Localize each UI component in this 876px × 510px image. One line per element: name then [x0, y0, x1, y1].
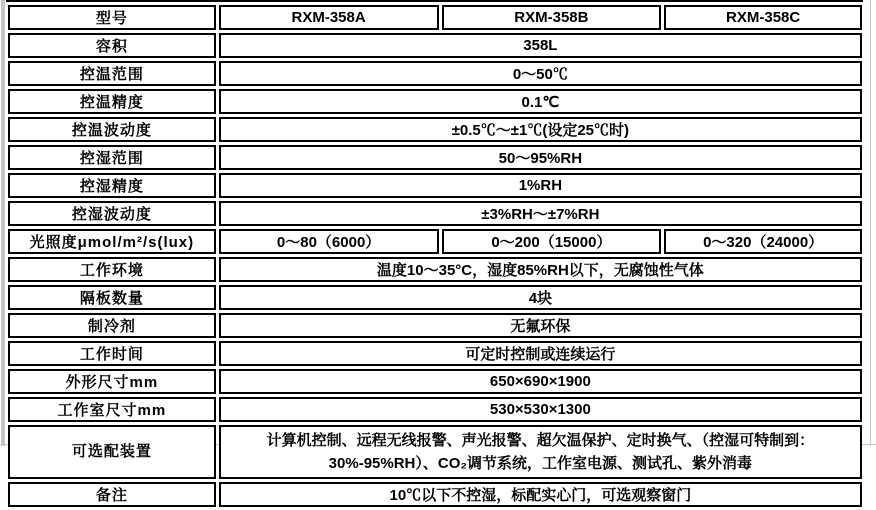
- spec-row: [8, 229, 862, 254]
- row-value: 0～200（15000）: [442, 229, 662, 254]
- row-label: 可选配装置: [8, 425, 216, 479]
- model-header: RXM-358B: [442, 5, 662, 30]
- spec-row: [8, 173, 862, 198]
- spec-row: [8, 313, 862, 338]
- row-value: 10℃以下不控湿，标配实心门，可选观察窗门: [219, 482, 862, 507]
- row-value: 0.1℃: [219, 89, 862, 114]
- row-label: 光照度μmol/m²/s(lux): [8, 229, 216, 254]
- spec-row: [8, 89, 862, 114]
- spec-row: [8, 117, 862, 142]
- spec-header-row: [8, 5, 862, 30]
- row-label: 控温范围: [8, 61, 216, 86]
- row-value: 50～95%RH: [219, 145, 862, 170]
- row-label: 制冷剂: [8, 313, 216, 338]
- spec-row: [8, 61, 862, 86]
- spec-row: [8, 369, 862, 394]
- spec-row: [8, 425, 862, 479]
- row-value: 温度10～35°C，湿度85%RH以下，无腐蚀性气体: [219, 257, 862, 282]
- row-value: 4块: [219, 285, 862, 310]
- spreadsheet-grid-line-right: [870, 0, 871, 446]
- model-header: RXM-358A: [219, 5, 439, 30]
- row-value: 0～50℃: [219, 61, 862, 86]
- spec-table: [5, 2, 865, 510]
- row-label: 控湿范围: [8, 145, 216, 170]
- spec-row: [8, 201, 862, 226]
- row-value: 0～80（6000）: [219, 229, 439, 254]
- spec-row: [8, 482, 862, 507]
- spec-row: [8, 257, 862, 282]
- row-label: 控湿精度: [8, 173, 216, 198]
- row-value: 530×530×1300: [219, 397, 862, 422]
- row-label: 容积: [8, 33, 216, 58]
- row-label: 控湿波动度: [8, 201, 216, 226]
- spec-row: [8, 33, 862, 58]
- row-label: 备注: [8, 482, 216, 507]
- row-value: 650×690×1900: [219, 369, 862, 394]
- row-label: 外形尺寸mm: [8, 369, 216, 394]
- row-value: 无氟环保: [219, 313, 862, 338]
- row-label: 型号: [8, 5, 216, 30]
- row-label: 隔板数量: [8, 285, 216, 310]
- row-value: 1%RH: [219, 173, 862, 198]
- model-header: RXM-358C: [664, 5, 862, 30]
- row-value: 计算机控制、远程无线报警、声光报警、超欠温保护、定时换气、（控湿可特制到：30%-95%RH）、CO₂调节系统，工作室电源、测试孔、紫外消毒: [219, 425, 862, 479]
- row-value: 358L: [219, 33, 862, 58]
- row-value: 0～320（24000）: [664, 229, 862, 254]
- row-label: 工作环境: [8, 257, 216, 282]
- spec-row: [8, 397, 862, 422]
- spec-table-body: [8, 5, 862, 507]
- spec-row: [8, 341, 862, 366]
- spec-row: [8, 285, 862, 310]
- row-label: 工作室尺寸mm: [8, 397, 216, 422]
- row-value: ±0.5℃～±1℃(设定25℃时): [219, 117, 862, 142]
- row-value: 可定时控制或连续运行: [219, 341, 862, 366]
- spec-row: [8, 145, 862, 170]
- row-label: 控温精度: [8, 89, 216, 114]
- row-label: 工作时间: [8, 341, 216, 366]
- row-value: ±3%RH～±7%RH: [219, 201, 862, 226]
- row-label: 控温波动度: [8, 117, 216, 142]
